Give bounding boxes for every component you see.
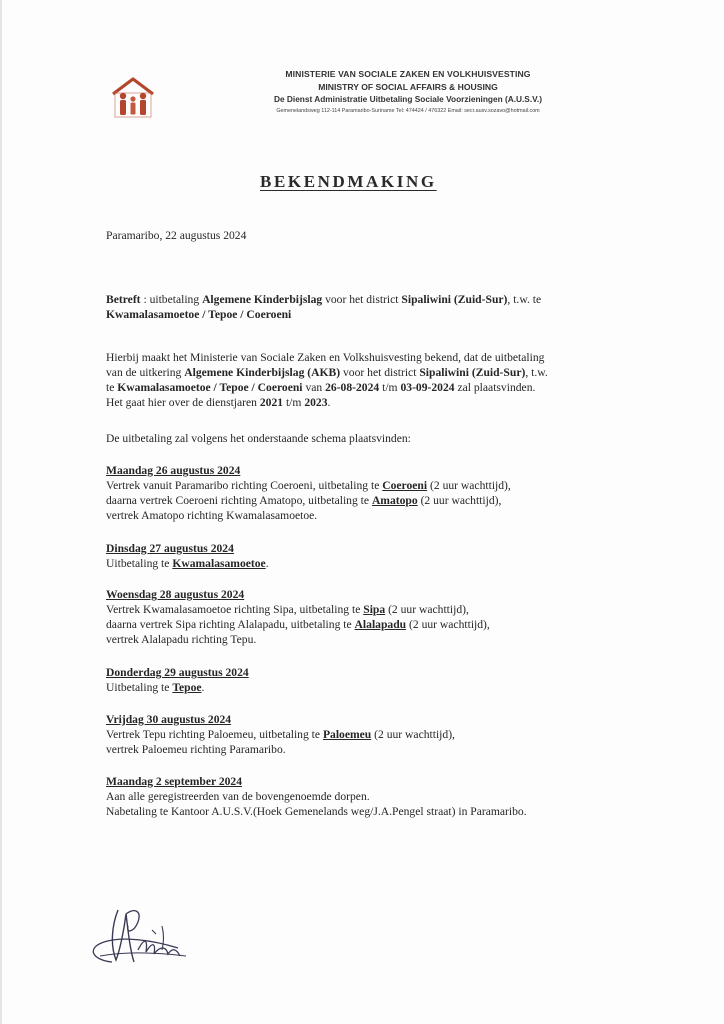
schedule-line: Aan alle geregistreerden van de bovengenoemde dorpen.: [106, 790, 370, 803]
intro-text: t/m: [379, 381, 401, 394]
schedule-heading: Woensdag 28 augustus 2024: [106, 588, 245, 601]
intro-year-from: 2021: [259, 396, 284, 409]
payment-location: Coeroeni: [382, 479, 428, 492]
schedule-text: (2 uur wachttijd),: [406, 618, 490, 631]
intro-text: , t.w.: [525, 366, 548, 379]
schedule-text: Uitbetaling te: [106, 681, 173, 694]
schedule-line: [106, 494, 501, 509]
schedule-heading: Donderdag 29 augustus 2024: [106, 666, 249, 679]
intro-text: van de uitkering: [106, 366, 185, 379]
intro-district: Sipaliwini (Zuid-Sur): [419, 366, 526, 379]
intro-villages: Kwamalasamoetoe / Tepoe / Coeroeni: [117, 381, 303, 394]
schedule-heading: Maandag 2 september 2024: [106, 775, 243, 788]
intro-line-4: [106, 396, 330, 411]
schedule-line: [106, 479, 511, 494]
schedule-heading: Dinsdag 27 augustus 2024: [106, 542, 234, 555]
subject-text: voor het district: [322, 293, 402, 306]
payment-location: Alalapadu: [354, 618, 407, 631]
schedule-text: daarna vertrek Sipa richting Alalapadu, uitbetaling te: [106, 618, 355, 631]
payment-location: Paloemeu: [322, 728, 372, 741]
schedule-text: Vertrek vanuit Paramaribo richting Coeroeni, uitbetaling te: [106, 479, 383, 492]
schedule-line: vertrek Amatopo richting Kwamalasamoetoe.: [106, 509, 318, 522]
schedule-line: Nabetaling te Kantoor A.U.S.V.(Hoek Gemenelands weg/J.A.Pengel straat) in Paramaribo.: [106, 805, 527, 818]
subject-line-1: [106, 293, 541, 308]
intro-text: .: [327, 396, 331, 409]
intro-text: voor het district: [340, 366, 420, 379]
intro-text: te: [106, 381, 118, 394]
schedule-line: [106, 681, 204, 696]
schedule-line: vertrek Paloemeu richting Paramaribo.: [106, 743, 286, 756]
schedule-heading: Vrijdag 30 augustus 2024: [106, 713, 232, 726]
document-title: BEKENDMAKING: [260, 172, 437, 191]
contact-details: Gemenelandsweg 112-114 Paramaribo-Suriname Tel: 474424 / 476322 Email: secr.ausv.sozavo@hotmail.com: [276, 108, 540, 114]
subject-benefit: Algemene Kinderbijslag: [202, 293, 323, 306]
subject-text: , t.w. te: [507, 293, 542, 306]
schedule-line: [106, 728, 455, 743]
department-name: De Dienst Administratie Uitbetaling Sociale Voorzieningen (A.U.S.V.): [273, 94, 542, 104]
intro-line-2: [106, 366, 548, 381]
intro-text: Het gaat hier over de dienstjaren: [106, 396, 260, 409]
schedule-text: Uitbetaling te: [106, 557, 173, 570]
subject-district: Sipaliwini (Zuid-Sur): [401, 293, 508, 306]
letterhead-text: [158, 68, 658, 116]
schedule-text: (2 uur wachttijd),: [385, 603, 469, 616]
intro-year-to: 2023: [304, 396, 328, 409]
schedule-line: [106, 618, 490, 633]
ministry-family-logo-icon: [110, 76, 156, 120]
schedule-line: [106, 557, 269, 572]
schedule-line: vertrek Alalapadu richting Tepu.: [106, 633, 257, 646]
payment-location: Kwamalasamoetoe: [172, 557, 266, 570]
payment-location: Sipa: [363, 603, 386, 616]
schedule-heading: Maandag 26 augustus 2024: [106, 464, 241, 477]
intro-text: van: [302, 381, 326, 394]
subject-text: : uitbetaling: [140, 293, 203, 306]
ministry-name-english: MINISTRY OF SOCIAL AFFAIRS & HOUSING: [318, 82, 498, 92]
letterhead: [110, 68, 650, 128]
schedule-text: Vertrek Kwamalasamoetoe richting Sipa, uitbetaling te: [106, 603, 364, 616]
schedule-text: .: [265, 557, 269, 570]
payment-location: Amatopo: [371, 494, 418, 507]
intro-text: zal plaatsvinden.: [454, 381, 536, 394]
intro-line-1: Hierbij maakt het Ministerie van Sociale Zaken en Volkshuisvesting bekend, dat de uitbetaling: [106, 351, 545, 364]
schedule-text: (2 uur wachttijd),: [371, 728, 455, 741]
place-date: Paramaribo, 22 augustus 2024: [106, 229, 247, 242]
schedule-text: Vertrek Tepu richting Paloemeu, uitbetaling te: [106, 728, 323, 741]
schedule-text: (2 uur wachttijd),: [427, 479, 511, 492]
ministry-name-dutch: MINISTERIE VAN SOCIALE ZAKEN EN VOLKHUISVESTING: [285, 69, 531, 79]
intro-benefit: Algemene Kinderbijslag (AKB): [184, 366, 341, 379]
intro-text: t/m: [283, 396, 305, 409]
intro-end-date: 03-09-2024: [400, 381, 455, 394]
schedule-intro: De uitbetaling zal volgens het onderstaande schema plaatsvinden:: [106, 432, 411, 445]
schedule-text: daarna vertrek Coeroeni richting Amatopo, uitbetaling te: [106, 494, 372, 507]
intro-start-date: 26-08-2024: [325, 381, 380, 394]
handwritten-signature-icon: [82, 890, 202, 980]
schedule-line: [106, 603, 469, 618]
intro-line-3: [106, 381, 535, 396]
payment-location: Tepoe: [172, 681, 202, 694]
subject-label: Betreft: [106, 293, 141, 306]
schedule-text: (2 uur wachttijd),: [417, 494, 502, 507]
schedule-text: .: [201, 681, 205, 694]
subject-line-2: Kwamalasamoetoe / Tepoe / Coeroeni: [106, 308, 292, 321]
